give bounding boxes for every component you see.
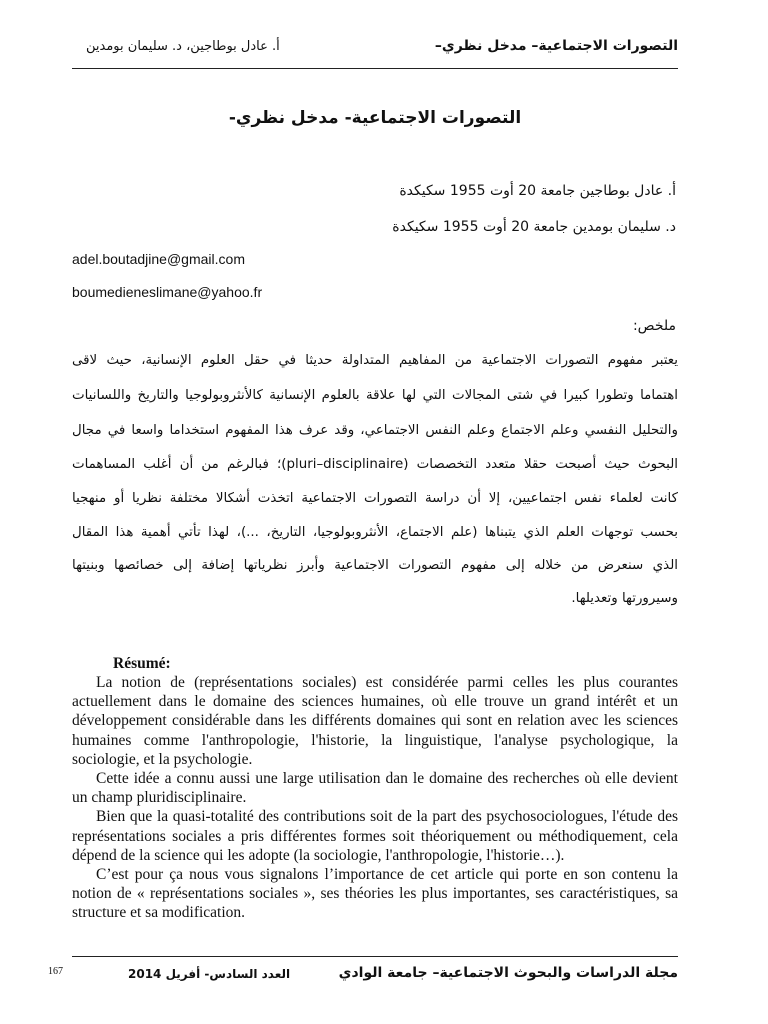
header-section-title: التصورات الاجتماعية– مدخل نظري– bbox=[434, 38, 678, 54]
footer-issue: العدد السادس- أفريل 2014 bbox=[128, 967, 291, 981]
resume-label: Résumé: bbox=[113, 655, 171, 672]
email-2[interactable]: boumedieneslimane@yahoo.fr bbox=[72, 284, 263, 300]
abstract-ar-line: يعتبر مفهوم التصورات الاجتماعية من المفاهيم المتداولة حديثا في حقل العلوم الإنسانية، حيث لاقى bbox=[72, 353, 678, 368]
resume-paragraph: Cette idée a connu aussi une large utilisation dan le domaine des recherches où elle devient un champ pluridisciplinaire. bbox=[72, 770, 678, 807]
resume-paragraph: C’est pour ça nous vous signalons l’importance de cet article qui porte en son contenu la notion de « représentations sociales », ses théories les plus importantes, ses caractéristiques, sa structure et sa modification. bbox=[72, 866, 678, 922]
abstract-ar-label: ملخص: bbox=[632, 318, 676, 334]
abstract-ar-line: بحسب توجهات العلم الذي يتبناها (علم الاجتماع، الأنثروبولوجيا، التاريخ، ...)، لهذا تأتي أهمية هذا المقال bbox=[72, 525, 678, 540]
article-title: التصورات الاجتماعية- مدخل نظري- bbox=[228, 108, 522, 128]
abstract-ar-line: والتحليل النفسي وعلم الاجتماع وعلم النفس الاجتماعي، وقد عرف هذا المفهوم استخداما واسعا في مجال bbox=[72, 423, 678, 438]
running-footer bbox=[72, 956, 678, 997]
author-line-1: أ. عادل بوطاجين جامعة 20 أوت 1955 سكيكدة bbox=[399, 183, 676, 199]
page-number: 167 bbox=[48, 966, 63, 977]
resume-body bbox=[72, 673, 678, 923]
resume-paragraph: Bien que la quasi-totalité des contributions soit de la part des psychosociologues, l'étude des représentations sociales a pris différentes formes soit théoriquement ou méthodiquement, cela dépend de la science qui les adopte (la sociologie, l'anthropologie, l'historie…). bbox=[72, 808, 678, 864]
abstract-ar-line: اهتماما وتطورا كبيرا في شتى المجالات التي لها علاقة بالعلوم الإنسانية كالأنثروبولوجيا والتاريخ واللسانيات bbox=[72, 388, 678, 403]
email-1[interactable]: adel.boutadjine@gmail.com bbox=[72, 251, 245, 267]
abstract-ar-line: الذي سنعرض من خلاله إلى مفهوم التصورات الاجتماعية وأبرز نظرياتها إضافة إلى خصائصها وبنيتها bbox=[72, 558, 678, 573]
footer-journal-name: مجلة الدراسات والبحوث الاجتماعية– جامعة الوادي bbox=[338, 965, 678, 981]
abstract-ar-line: كانت لعلماء نفس اجتماعيين، إلا أن دراسة التصورات الاجتماعية اتخذت أشكالا مختلفة نظريا أو منهجيا bbox=[72, 491, 678, 506]
author-line-2: د. سليمان بومدين جامعة 20 أوت 1955 سكيكدة bbox=[392, 219, 676, 235]
abstract-ar-line: البحوث حيث أصبحت حقلا متعدد التخصصات (pluri–disciplinaire)؛ فبالرغم من أن أغلب المساهمات bbox=[72, 457, 679, 472]
header-authors: أ. عادل بوطاجين، د. سليمان بومدين bbox=[86, 39, 280, 54]
running-header bbox=[72, 34, 678, 69]
abstract-ar-line-last: وسيرورتها وتعديلها. bbox=[571, 591, 678, 606]
resume-paragraph: La notion de (représentations sociales) est considérée parmi celles les plus courantes actuellement dans le domaine des sciences humaines, où elle trouve un grand intérêt et un développement considérable dans les différents domaines qui sont en relation avec les sciences humaines comme l'anthropologie, l'historie, la linguistique, l'analyse psychologique, la sociologie, et la psychologie. bbox=[72, 674, 678, 768]
